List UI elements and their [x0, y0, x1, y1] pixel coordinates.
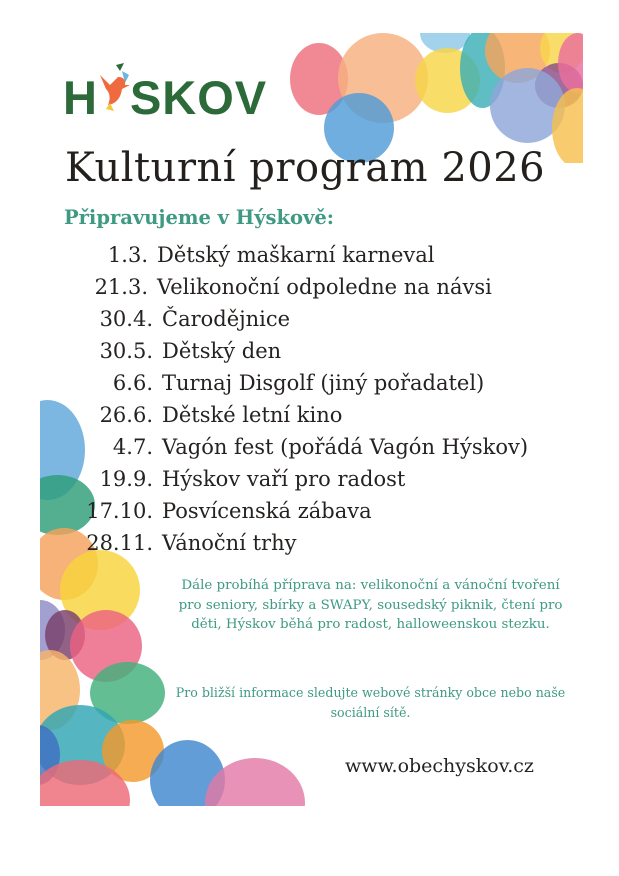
subtitle: Připravujeme v Hýskově:: [64, 206, 334, 229]
event-date: 6.6.: [112, 371, 153, 395]
event-date: 26.6.: [99, 403, 153, 427]
decorative-bubbles-top: [290, 33, 583, 163]
hyskov-logo: [63, 72, 267, 122]
preparation-note: Dále probíhá příprava na: velikonoční a vánoční tvoření pro seniory, sbírky a SWAPY, sousedský piknik, čtení pro děti, Hýskov běhá pro radost, halloweenskou stezku.: [178, 578, 563, 632]
event-item: [60, 435, 528, 467]
event-item: [60, 531, 296, 563]
logo-text-skov: SKOV: [129, 70, 268, 124]
logo-text-h: H: [63, 70, 98, 124]
event-item: [60, 275, 492, 307]
event-name: Čarodějnice: [162, 307, 291, 331]
page-title: Kulturní program 2026: [65, 145, 546, 191]
event-name: Turnaj Disgolf (jiný pořadatel): [162, 371, 485, 395]
event-date: 21.3.: [94, 275, 148, 299]
event-name: Vánoční trhy: [162, 531, 297, 555]
event-item: [60, 371, 484, 403]
event-name: Dětský den: [162, 339, 282, 363]
dove-bird-icon: [96, 71, 132, 123]
event-date: 1.3.: [107, 243, 148, 267]
event-name: Velikonoční odpoledne na návsi: [157, 275, 492, 299]
website-link[interactable]: www.obechyskov.cz: [345, 755, 534, 777]
info-note: Pro bližší informace sledujte webové stránky obce nebo naše sociální sítě.: [175, 685, 566, 720]
event-item: [60, 339, 281, 371]
event-date: 30.4.: [99, 307, 153, 331]
event-item: [60, 467, 405, 499]
event-item: [60, 307, 290, 339]
event-name: Dětský maškarní karneval: [157, 243, 435, 267]
event-date: 30.5.: [99, 339, 153, 363]
event-name: Hýskov vaří pro radost: [162, 467, 406, 491]
event-date: 19.9.: [99, 467, 153, 491]
event-date: 28.11.: [86, 531, 153, 555]
event-item: [60, 403, 342, 435]
event-name: Vagón fest (pořádá Vagón Hýskov): [162, 435, 529, 459]
event-item: [60, 243, 435, 275]
event-name: Posvícenská zábava: [162, 499, 372, 523]
event-date: 17.10.: [86, 499, 153, 523]
event-name: Dětské letní kino: [162, 403, 343, 427]
event-date: 4.7.: [112, 435, 153, 459]
event-item: [60, 499, 372, 531]
